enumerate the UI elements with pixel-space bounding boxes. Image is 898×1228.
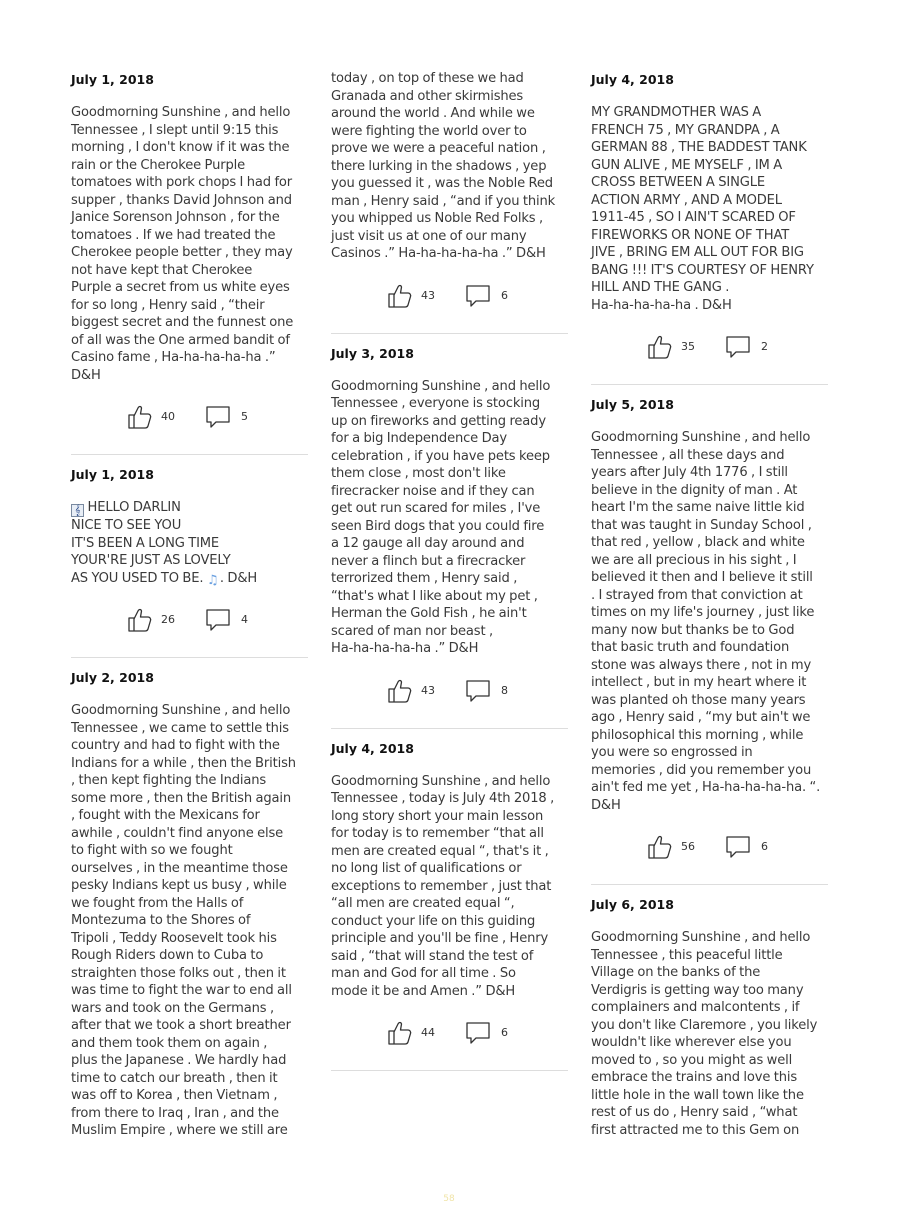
post-divider: [331, 1070, 568, 1071]
comment-bubble-icon[interactable]: [724, 834, 752, 860]
comment-bubble-icon[interactable]: [204, 404, 232, 430]
like-count: 26: [161, 613, 175, 626]
post-divider: [71, 657, 308, 658]
thumbs-up-icon[interactable]: [387, 283, 413, 309]
post-body: Goodmorning Sunshine , and hello Tennessee , everyone is stocking up on fireworks and getting ready for a big Independence Day celebration , if you have pets keep them close , most don't like firecracker noise and if they can get out run scared for miles , I've seen Bird dogs that you could fire a 12 gauge all day around and never a flinch but a firecracker terrorized them , Henry said , “that's what I like about my pet , Herman the Gold Fish , he ain't scared of man nor beast , Ha-ha-ha-ha-ha .” D&H: [331, 378, 551, 656]
column-1: [71, 64, 308, 1140]
column-3: [591, 64, 828, 1139]
post: [591, 895, 828, 1139]
post-reactions: [331, 263, 568, 333]
post-divider: [331, 728, 568, 729]
post-reactions: [71, 384, 308, 454]
page-number: 58: [443, 1194, 455, 1204]
thumbs-up-icon[interactable]: [387, 1020, 413, 1046]
post-date: July 1, 2018: [71, 467, 154, 482]
post: [71, 70, 308, 455]
post-date: July 3, 2018: [331, 345, 414, 361]
music-note-icon: ♫: [206, 572, 219, 588]
comment-count: 4: [241, 613, 248, 626]
comment-bubble-icon[interactable]: [464, 1020, 492, 1046]
comment-bubble-icon[interactable]: [204, 607, 232, 633]
post-reactions: [71, 587, 308, 657]
post-body: today , on top of these we had Granada and other skirmishes around the world . And while we were fighting the world over to prove we were a peaceful nation , there lurking in the shadows , yep you guessed it , was the Noble Red man , Henry said , “and if you think you whipped us Noble Red Folks , just visit us at one of our many Casinos .” Ha-ha-ha-ha-ha .” D&H: [331, 71, 556, 261]
post: [331, 344, 568, 729]
post-date: July 1, 2018: [71, 72, 154, 87]
comment-bubble-icon[interactable]: [464, 283, 492, 309]
comment-count: 8: [501, 683, 508, 697]
post: [591, 70, 828, 385]
post-body: Goodmorning Sunshine , and hello Tennessee , I slept until 9:15 this morning , I don't know if it was the rain or the Cherokee Purple tomatoes with pork chops I had for supper , thanks David Johnson and Janice Sorenson Johnson , for the tomatoes . If we had treated the Cherokee people better , they may not have kept that Cherokee Purple a secret from us white eyes for so long , Henry said , “their biggest secret and the funnest one of all was the One armed bandit of Casino fame , Ha-ha-ha-ha-ha .” D&H: [71, 105, 294, 383]
column-2: [331, 70, 568, 1081]
post-line-text: AS YOU USED TO BE.: [71, 570, 204, 586]
post-reactions: [591, 314, 828, 384]
post-date: July 6, 2018: [591, 897, 674, 912]
post-body: MY GRANDMOTHER WAS A FRENCH 75 , MY GRANDPA , A GERMAN 88 , THE BADDEST TANK GUN ALIVE , ME MYSELF , IM A CROSS BETWEEN A SINGLE ACTION ARMY , AND A MODEL 1911-45 , SO I AIN'T SCARED OF FIREWORKS OR NONE OF THAT JIVE , BRING EM ALL OUT FOR BIG BANG !!! IT'S COURTESY OF HENRY HILL AND THE GANG . Ha-ha-ha-ha-ha . D&H: [591, 105, 814, 313]
post-reactions: [331, 658, 568, 728]
post-reactions: [331, 1000, 568, 1070]
post-line: YOUR'RE JUST AS LOVELY: [71, 553, 231, 568]
thumbs-up-icon[interactable]: [127, 607, 153, 633]
thumbs-up-icon[interactable]: [387, 678, 413, 704]
comment-count: 2: [761, 340, 768, 353]
thumbs-up-icon[interactable]: [647, 334, 673, 360]
post: [331, 739, 568, 1072]
post-line: NICE TO SEE YOU: [71, 518, 182, 533]
like-count: 44: [421, 1026, 435, 1039]
comment-count: 6: [501, 288, 508, 302]
comment-bubble-icon[interactable]: [464, 678, 492, 704]
post: [71, 465, 308, 658]
post-continuation: [331, 70, 568, 334]
post-body: Goodmorning Sunshine , and hello Tennessee , we came to settle this country and had to fight with the Indians for a while , then the British , then kept fighting the Indians some more , then the British again , fought with the Mexicans for awhile , couldn't find anyone else to fight with so we fought ourselves , in the meantime those pesky Indians kept us busy , while we fought from the Halls of Montezuma to the Shores of Tripoli , Teddy Roosevelt took his Rough Riders down to Cuba to straighten those folks out , then it was time to fight the war to end all wars and took on the Germans , after that we took a short breather and them took them on again , plus the Japanese . We hardly had time to catch our breath , then it was off to Korea , then Vietnam , from there to Iraq , Iran , and the Muslim Empire , where we still are: [71, 703, 296, 1138]
comment-count: 5: [241, 410, 248, 423]
post-line-text: HELLO DARLIN: [87, 500, 181, 515]
post-divider: [331, 333, 568, 334]
post-divider: [591, 884, 828, 885]
post-line: [71, 499, 308, 517]
post-date: July 4, 2018: [591, 72, 674, 87]
like-count: 35: [681, 340, 695, 353]
post-date: July 4, 2018: [331, 740, 414, 756]
post-date: July 5, 2018: [591, 397, 674, 412]
post-body: Goodmorning Sunshine , and hello Tennessee , all these days and years after July 4th 1776 , I still believe in the dignity of man . At heart I'm the same naive little kid that was taught in Sunday School , that red , yellow , black and white we are all precious in his sight , I believed it then and I believe it still . I strayed from that conviction at times on my life's journey , just like many now but thanks be to God that basic truth and foundation stone was always there , not in my intellect , but in my heart where it was planted oh those many years ago , Henry said , “my but ain't we philosophical this morning , while you were so engrossed in memories , did you remember you ain't fed me yet , Ha-ha-ha-ha-ha. “. D&H: [591, 430, 821, 813]
post-line: [71, 570, 308, 588]
like-count: 56: [681, 840, 695, 853]
post: [591, 395, 828, 885]
post-divider: [71, 454, 308, 455]
like-count: 43: [421, 288, 435, 302]
post-line-text: . D&H: [219, 570, 258, 586]
post-body: Goodmorning Sunshine , and hello Tennessee , this peaceful little Village on the banks of the Verdigris is getting way too many complainers and malcontents , if you don't like Claremore , you likely wouldn't like wherever else you moved to , so you might as well embrace the trains and love this little hole in the wall town like the rest of us do , Henry said , “what first attracted me to this Gem on: [591, 930, 818, 1138]
thumbs-up-icon[interactable]: [647, 834, 673, 860]
post-body: [71, 499, 308, 587]
sheet-music-icon: 𝄞: [71, 504, 84, 517]
comment-count: 6: [501, 1026, 508, 1039]
post-reactions: [591, 814, 828, 884]
post-divider: [591, 384, 828, 385]
post: [71, 668, 308, 1140]
post-date: July 2, 2018: [71, 670, 154, 685]
like-count: 40: [161, 410, 175, 423]
post-line: IT'S BEEN A LONG TIME: [71, 535, 220, 551]
like-count: 43: [421, 683, 435, 697]
comment-bubble-icon[interactable]: [724, 334, 752, 360]
post-body: Goodmorning Sunshine , and hello Tennessee , today is July 4th 2018 , long story short your main lesson for today is to remember “that all men are created equal “, that's it , no long list of qualifications or exceptions to remember , just that “all men are created equal “, conduct your life on this guiding principle and you'll be fine , Henry said , “that will stand the test of man and God for all time . So mode it be and Amen .” D&H: [331, 773, 555, 999]
thumbs-up-icon[interactable]: [127, 404, 153, 430]
comment-count: 6: [761, 840, 768, 853]
